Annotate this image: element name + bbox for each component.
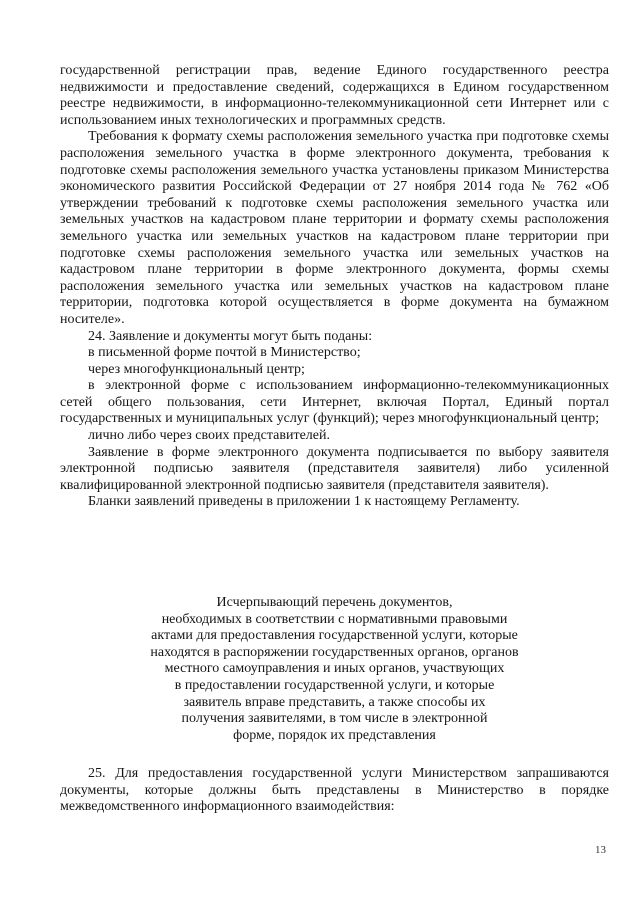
paragraph: Бланки заявлений приведены в приложении 1 к настоящему Регламенту. <box>88 494 520 510</box>
page-number: 13 <box>595 844 606 856</box>
paragraph: в электронной форме с использованием информационно-телекоммуникационных сетей общего пользования, сети Интернет, включая Портал, Единый портал государственных и муниципальных услуг (функций); через многофункциональный центр; <box>60 378 609 427</box>
document-body-bottom <box>60 766 609 816</box>
paragraph: Требования к формату схемы расположения земельного участка при подготовке схемы расположения земельного участка в форме электронного документа, требования к подготовке схемы расположения земельного участка установлены приказом Министерства экономического развития Российской Федерации от 27 ноября 2014 года № 762 «Об утверждении требований к подготовке схемы расположения земельного участка или земельных участков на кадастровом плане территории и формату схемы расположения земельного участка или земельных участков на кадастровом плане территории при подготовке схемы расположения земельного участка или земельных участков на кадастровом плане территории в форме электронного документа, формы схемы расположения земельного участка или земельных участков на кадастровом плане территории, подготовка которой осуществляется в форме документа на бумажном носителе». <box>60 129 609 327</box>
paragraph: Заявление в форме электронного документа подписывается по выбору заявителя электронной подписью заявителя (представителя заявителя) либо усиленной квалифицированной электронной подписью заявителя (представителя заявителя). <box>60 444 609 493</box>
paragraph: в письменной форме почтой в Министерство; <box>88 345 361 361</box>
paragraph: лично либо через своих представителей. <box>88 428 330 444</box>
paragraph: 24. Заявление и документы могут быть поданы: <box>88 328 373 344</box>
paragraph: государственной регистрации прав, ведение Единого государственного реестра недвижимости и предоставление сведений, содержащихся в Едином государственном реестре недвижимости, в информационно-телекоммуникационной сети Интернет или с использованием иных технологических и программных средств. <box>60 63 609 128</box>
paragraph: через многофункциональный центр; <box>88 361 305 377</box>
document-body-top <box>60 63 609 511</box>
section-heading: Исчерпывающий перечень документов, необходимых в соответствии с нормативными правовыми актами для предоставления государственной услуги, которые находятся в распоряжении государственных органов, органов местного самоуправления и иных органов, участвующих в предоставлении государственной услуги, и которые заявитель вправе представить, а также способы их получения заявителями, в том числе в электронной форме, порядок их представления <box>150 595 519 743</box>
paragraph: 25. Для предоставления государственной услуги Министерством запрашиваются документы, которые должны быть представлены в Министерство в порядке межведомственного информационного взаимодействия: <box>60 766 609 815</box>
